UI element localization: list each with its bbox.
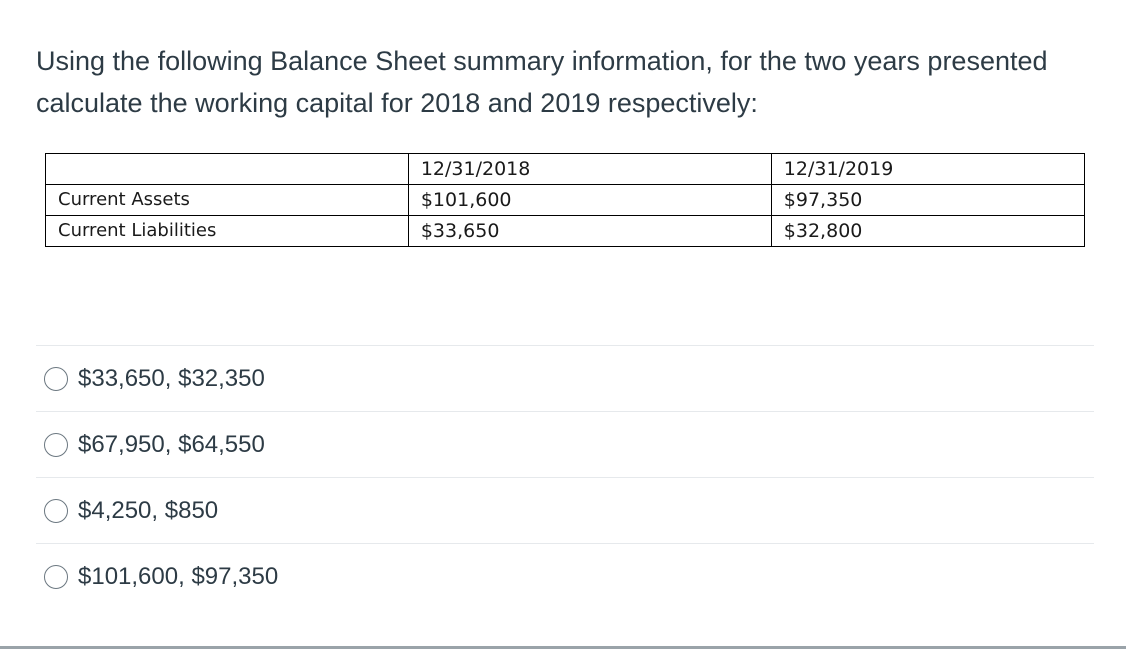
- question-line-2: calculate the working capital for 2018 and 2019 respectively:: [36, 88, 758, 118]
- table-row-label: Current Assets: [46, 185, 409, 216]
- answer-options: [36, 345, 1094, 609]
- answer-option[interactable]: [36, 477, 1094, 543]
- answer-label[interactable]: $101,600, $97,350: [78, 562, 279, 590]
- question-line-1: Using the following Balance Sheet summary information, for the two years presented: [36, 46, 1048, 76]
- table-cell: $97,350: [771, 185, 1084, 216]
- question-text: [36, 40, 1106, 124]
- table-header-row: [46, 154, 1085, 185]
- table-header-cell: 12/31/2018: [408, 154, 771, 185]
- table-header-cell: 12/31/2019: [771, 154, 1084, 185]
- radio-button[interactable]: [44, 433, 68, 457]
- table-cell: $33,650: [408, 216, 771, 247]
- answer-option[interactable]: [36, 411, 1094, 477]
- radio-button[interactable]: [44, 367, 68, 391]
- table-header-cell: [46, 154, 409, 185]
- table-row: [46, 185, 1085, 216]
- table-row-label: Current Liabilities: [46, 216, 409, 247]
- answer-label[interactable]: $67,950, $64,550: [78, 430, 265, 458]
- answer-label[interactable]: $33,650, $32,350: [78, 364, 265, 392]
- balance-sheet-table: [45, 153, 1085, 247]
- answer-option[interactable]: [36, 345, 1094, 411]
- table-cell: $101,600: [408, 185, 771, 216]
- radio-button[interactable]: [44, 565, 68, 589]
- radio-button[interactable]: [44, 499, 68, 523]
- answer-label[interactable]: $4,250, $850: [78, 496, 219, 524]
- table-cell: $32,800: [771, 216, 1084, 247]
- answer-option[interactable]: [36, 543, 1094, 609]
- table-row: [46, 216, 1085, 247]
